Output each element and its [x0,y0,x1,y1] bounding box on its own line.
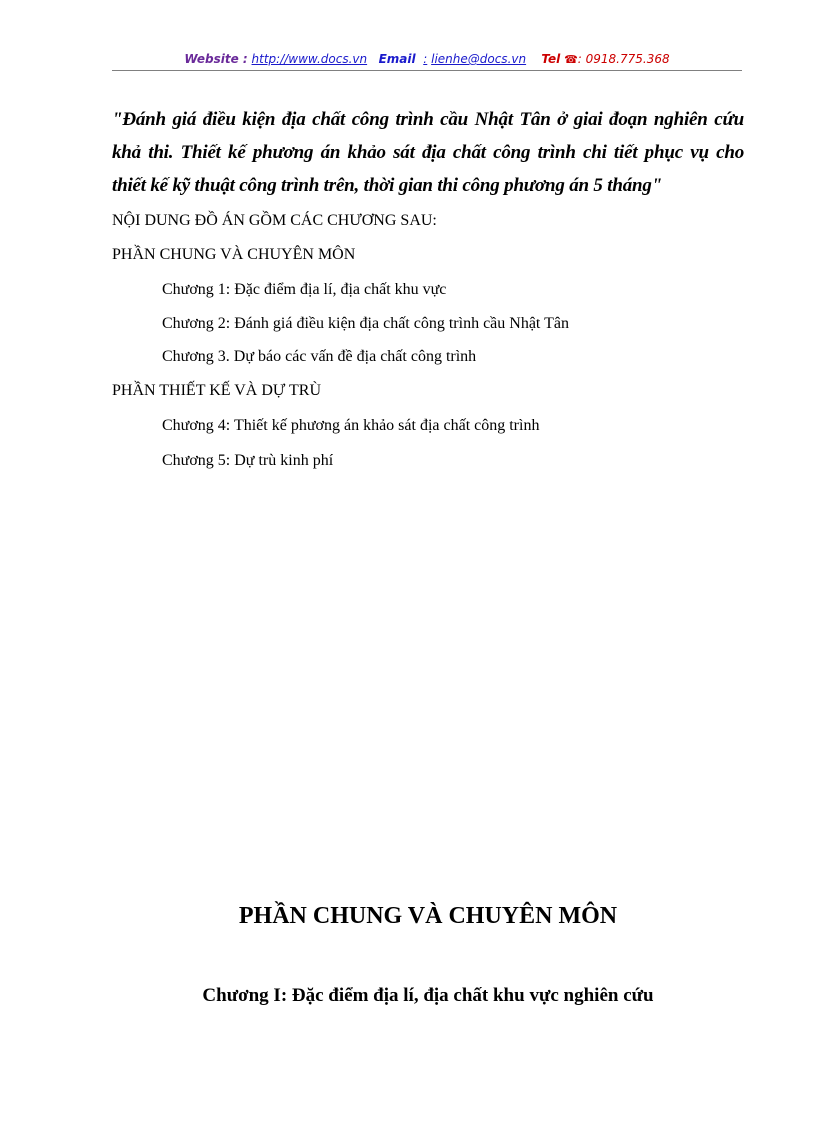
website-label: Website : [184,52,248,66]
tel-label: Tel [541,52,561,66]
part2-heading: PHẦN THIẾT KẾ VÀ DỰ TRÙ [112,382,322,399]
email-link[interactable]: lienhe@docs.vn [431,52,527,66]
page-header [112,50,742,71]
chapter-title: Chương I: Đặc điểm địa lí, địa chất khu vực nghiên cứu [202,985,654,1006]
chapter-item: Chương 1: Đặc điểm địa lí, địa chất khu vực [162,281,447,298]
part1-heading: PHẦN CHUNG VÀ CHUYÊN MÔN [112,246,356,263]
chapter-item: Chương 2: Đánh giá điều kiện địa chất công trình cầu Nhật Tân [162,315,569,332]
document-title [112,103,744,202]
chapter-item: Chương 4: Thiết kế phương án khảo sát địa chất công trình [162,417,540,434]
section-title: PHẦN CHUNG VÀ CHUYÊN MÔN [238,903,618,929]
phone-icon: ☎ [564,53,578,66]
title-line: "Đánh giá điều kiện địa chất công trình cầu Nhật Tân ở giai đoạn nghiên cứu [112,109,744,130]
chapter-item: Chương 5: Dự trù kinh phí [162,452,334,469]
tel-value: : 0918.775.368 [577,52,670,66]
website-link[interactable]: http://www.docs.vn [251,52,368,66]
email-label: Email [378,52,416,66]
title-line: khả thi. Thiết kế phương án khảo sát địa chất công trình chi tiết phục vụ cho [112,142,744,163]
email-separator: : [423,52,428,66]
title-line: thiết kế kỹ thuật công trình trên, thời gian thi công phương án 5 tháng" [112,175,663,196]
contents-heading: NỘI DUNG ĐỒ ÁN GỒM CÁC CHƯƠNG SAU: [112,212,437,229]
chapter-item: Chương 3. Dự báo các vấn đề địa chất công trình [162,348,477,365]
